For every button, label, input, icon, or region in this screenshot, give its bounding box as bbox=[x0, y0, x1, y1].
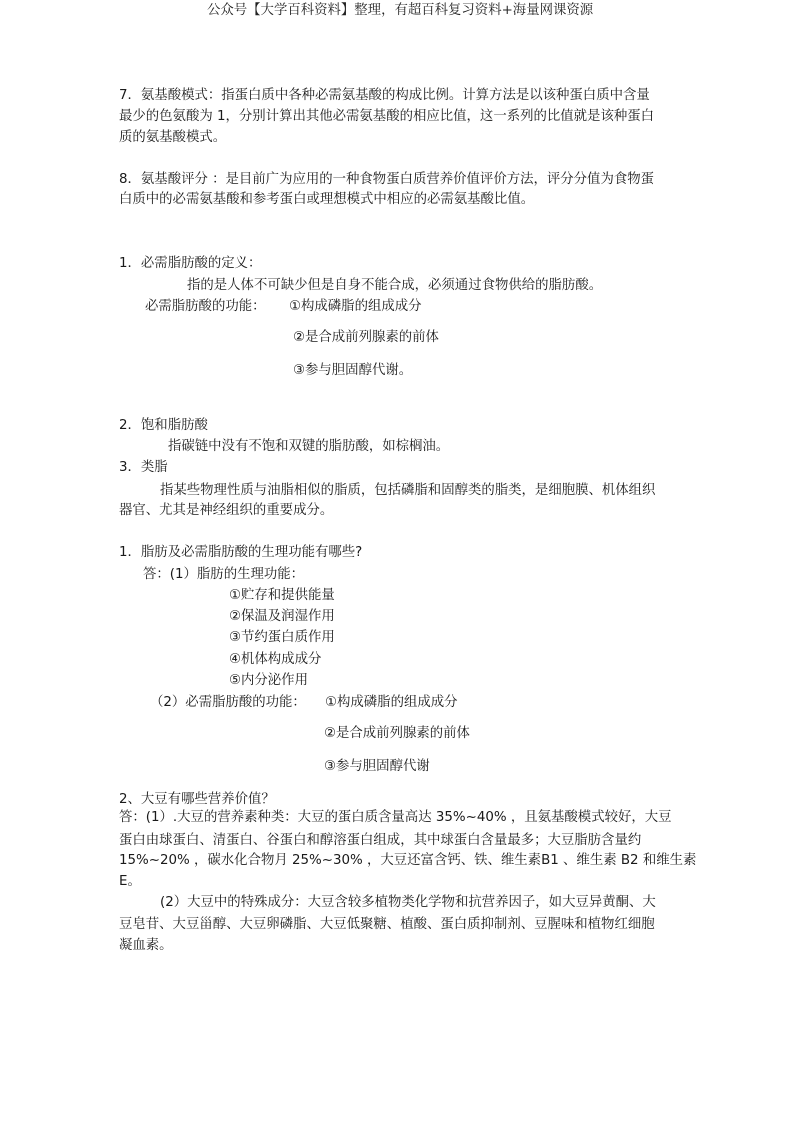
answer-1-intro: 答：(1）脂肪的生理功能： bbox=[143, 567, 305, 582]
answer-2-p1-line-1: 答：(1）.大豆的营养素种类：大豆的蛋白质含量高达 35%~40% ，且氨基酸模式较好，大豆 bbox=[119, 810, 672, 825]
answer-2-p1-line-2: 蛋白由球蛋白、清蛋白、谷蛋白和醇溶蛋白组成，其中球蛋白含量最多；大豆脂肪含量约 bbox=[119, 833, 642, 848]
efa-function-label: 必需脂肪酸的功能： bbox=[145, 299, 266, 314]
efa-function-2-2: ②是合成前列腺素的前体 bbox=[324, 726, 470, 741]
lipoid-definition-1: 指某些物理性质与油脂相似的脂质，包括磷脂和固醇类的脂类，是细胞膜、机体组织 bbox=[160, 483, 656, 498]
amino-score-line-2: 白质中的必需氨基酸和参考蛋白或理想模式中相应的必需氨基酸比值。 bbox=[119, 192, 535, 207]
efa-function-1: ①构成磷脂的组成成分 bbox=[289, 299, 422, 314]
answer-1-part-2: （2）必需脂肪酸的功能： bbox=[150, 695, 306, 710]
amino-pattern-line-1: 7．氨基酸模式：指蛋白质中各种必需氨基酸的构成比例。计算方法是以该种蛋白质中含量 bbox=[119, 88, 650, 103]
efa-function-2-1: ①构成磷脂的组成成分 bbox=[325, 695, 458, 710]
fat-function-4: ④机体构成成分 bbox=[229, 652, 322, 667]
answer-2-p1-line-3: 15%~20% ，碳水化合物月 25%~30% ，大豆还富含钙、铁、维生素B1 、维生素 B2 和维生素 bbox=[119, 853, 697, 868]
answer-2-p2-line-1: (2）大豆中的特殊成分：大豆含较多植物类化学物和抗营养因子，如大豆异黄酮、大 bbox=[160, 895, 656, 910]
amino-pattern-line-2: 最少的色氨酸为 1，分别计算出其他必需氨基酸的相应比值，这一系列的比值就是该种蛋白 bbox=[119, 109, 655, 124]
lipoid-title: 3．类脂 bbox=[119, 460, 168, 475]
amino-score-line-1: 8．氨基酸评分 ：是目前广为应用的一种食物蛋白质营养价值评价方法，评分分值为食物蛋 bbox=[119, 172, 655, 187]
amino-pattern-line-3: 质的氨基酸模式。 bbox=[119, 130, 227, 145]
question-2: 2、大豆有哪些营养价值？ bbox=[119, 792, 275, 807]
fat-function-2: ②保温及润湿作用 bbox=[229, 609, 335, 624]
saturated-fa-title: 2．饱和脂肪酸 bbox=[119, 418, 208, 433]
saturated-fa-definition: 指碳链中没有不饱和双键的脂肪酸，如棕榈油。 bbox=[168, 439, 450, 454]
fat-function-5: ⑤内分泌作用 bbox=[229, 673, 308, 688]
efa-function-2-3: ③参与胆固醇代谢 bbox=[324, 759, 430, 774]
lipoid-definition-2: 器官、尤其是神经组织的重要成分。 bbox=[119, 503, 334, 518]
efa-function-2: ②是合成前列腺素的前体 bbox=[293, 330, 439, 345]
fat-function-3: ③节约蛋白质作用 bbox=[229, 630, 335, 645]
page-header: 公众号【大学百科资料】整理，有超百科复习资料+海量网课资源 bbox=[207, 3, 594, 18]
answer-2-p1-line-4: E。 bbox=[119, 874, 141, 889]
efa-definition: 指的是人体不可缺少但是自身不能合成，必须通过食物供给的脂肪酸。 bbox=[187, 278, 603, 293]
efa-function-3: ③参与胆固醇代谢。 bbox=[293, 363, 413, 378]
answer-2-p2-line-3: 凝血素。 bbox=[119, 938, 173, 953]
answer-2-p2-line-2: 豆皂苷、大豆甾醇、大豆卵磷脂、大豆低聚糖、植酸、蛋白质抑制剂、豆腥味和植物红细胞 bbox=[119, 917, 655, 932]
question-1: 1．脂肪及必需脂肪酸的生理功能有哪些? bbox=[119, 545, 363, 560]
fat-function-1: ①贮存和提供能量 bbox=[229, 588, 335, 603]
efa-title: 1．必需脂肪酸的定义： bbox=[119, 256, 262, 271]
